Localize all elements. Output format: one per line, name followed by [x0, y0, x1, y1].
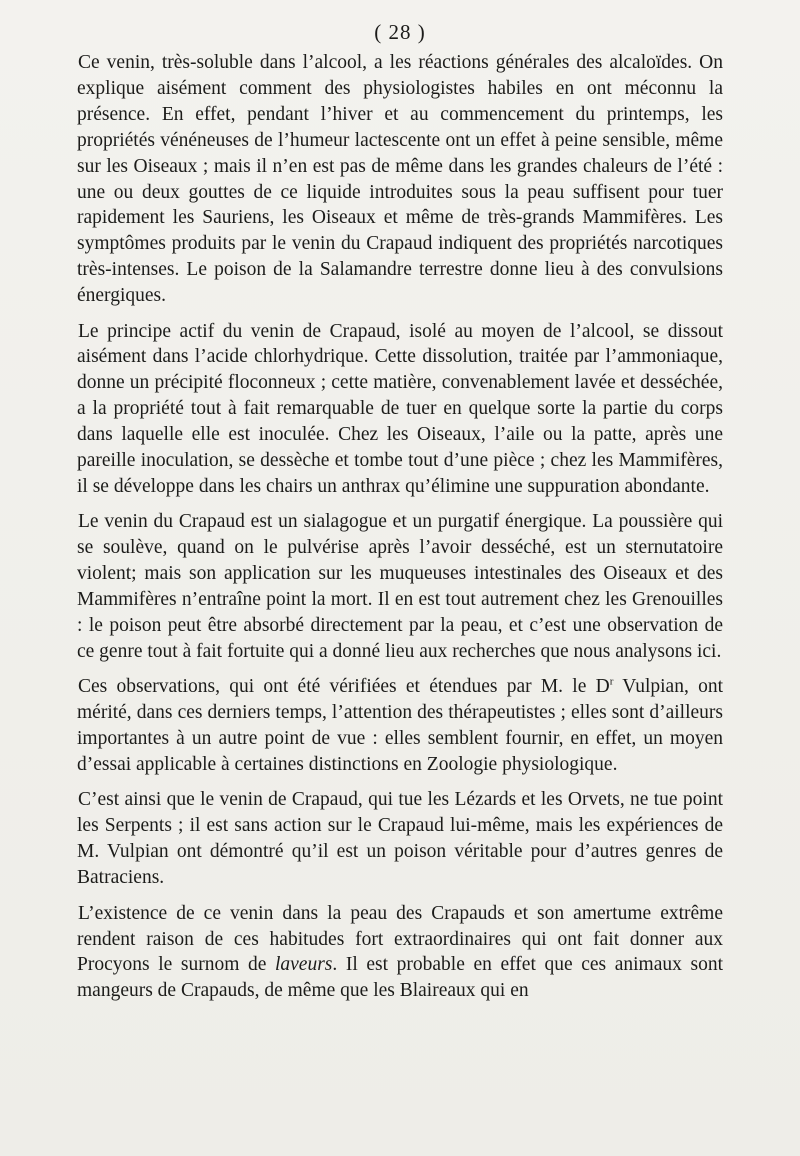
- paragraph-4-text-before: Ces observations, qui ont été vérifiées et étendues par M. le D: [78, 676, 610, 698]
- doctor-superscript: r: [609, 675, 614, 688]
- paragraph-4-text-after: Vulpian, ont mérité, dans ces derniers temps, l’attention des thérapeutistes ; elles sont d’ailleurs importantes à un autre point de vue : elles semblent fournir, en effet, un moyen d’essai applicable à certaines distinctions en Zoologie physiologique.: [77, 676, 724, 776]
- paragraph-6: [77, 901, 723, 1005]
- paragraph-5: C’est ainsi que le venin de Crapaud, qui tue les Lézards et les Orvets, ne tue point les Serpents ; il est sans action sur le Crapaud lui-même, mais les expériences de M. Vulpian ont démontré qu’il est un poison véritable pour d’autres genres de Batraciens.: [77, 789, 723, 889]
- emphasized-word: laveurs: [274, 954, 333, 976]
- paragraph-1: Ce venin, très-soluble dans l’alcool, a les réactions générales des alcaloïdes. On explique aisément comment des physiologistes habiles en ont méconnu la présence. En effet, pendant l’hiver et au commencement du printemps, les propriétés vénéneuses de l’humeur lactescente ont un effet à peine sensible, même sur les Oiseaux ; mais il n’en est pas de même dans les grandes chaleurs de l’été : une ou deux gouttes de ce liquide introduites sous la peau suffisent pour tuer rapidement les Sauriens, les Oiseaux et même de très-grands Mammifères. Les symptômes produits par le venin du Crapaud indiquent des propriétés narcotiques très-intenses. Le poison de la Salamandre terrestre donne lieu à des convulsions énergiques.: [77, 52, 723, 307]
- page-body: [77, 50, 723, 1004]
- paragraph-2: Le principe actif du venin de Crapaud, isolé au moyen de l’alcool, se dissout aisément dans l’acide chlorhydrique. Cette dissolution, traitée par l’ammoniaque, donne un précipité floconneux ; cette matière, convenablement lavée et desséchée, a la propriété tout à fait remarquable de tuer en quelque sorte la partie du corps dans laquelle elle est inoculée. Chez les Oiseaux, l’aile ou la patte, après une pareille inoculation, se dessèche et tombe tout d’une pièce ; chez les Mammifères, il se développe dans les chairs un anthrax qu’élimine une suppuration abondante.: [77, 320, 723, 497]
- paragraph-4: [77, 674, 723, 778]
- paragraph-3: Le venin du Crapaud est un sialagogue et un purgatif énergique. La poussière qui se soulève, quand on le pulvérise après l’avoir desséché, est un sternutatoire violent; mais son application sur les muqueuses intestinales des Oiseaux et des Mammifères n’entraîne point la mort. Il en est tout autrement chez les Grenouilles : le poison peut être absorbé directement par la peau, et c’est une observation de ce genre tout à fait fortuite qui a donné lieu aux recherches que nous analysons ici.: [77, 511, 723, 662]
- paragraph-6-text-before: L’existence de ce venin dans la peau des Crapauds et son amertume extrême rendent raison de ces habitudes fort extraordinaires qui ont fait donner aux Procyons le surnom de: [77, 902, 723, 976]
- paragraph-6-text-after: . Il est probable en effet que ces animaux sont mangeurs de Crapauds, de même que les Blaireaux qui en: [77, 954, 723, 1002]
- page-number: ( 28 ): [374, 20, 426, 44]
